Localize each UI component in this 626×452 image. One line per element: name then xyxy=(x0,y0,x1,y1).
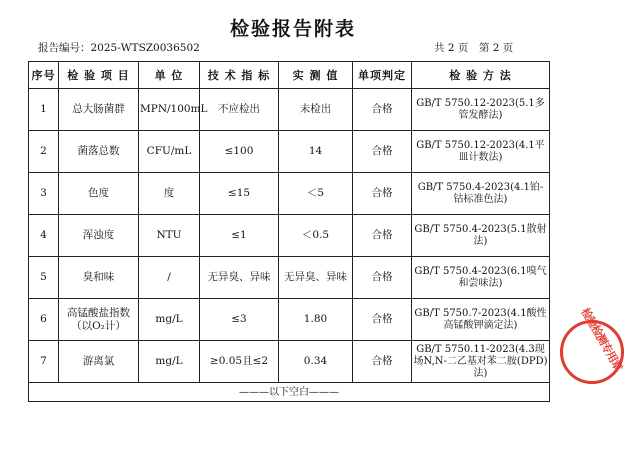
official-seal-stamp: 检验检测专用章 xyxy=(560,320,624,384)
row-no: 6 xyxy=(29,299,59,341)
row-method: GB/T 5750.12-2023(4.1平皿计数法) xyxy=(412,131,550,173)
row-verdict: 合格 xyxy=(353,299,412,341)
row-measured: ＜5 xyxy=(279,173,353,215)
row-item: 浑浊度 xyxy=(59,215,139,257)
row-item: 游离氯 xyxy=(59,341,139,383)
header-no: 序号 xyxy=(29,62,59,89)
results-table xyxy=(28,61,550,402)
table-row xyxy=(29,299,550,341)
row-item: 总大肠菌群 xyxy=(59,89,139,131)
row-method: GB/T 5750.4-2023(5.1散射法) xyxy=(412,215,550,257)
row-method: GB/T 5750.12-2023(5.1多管发酵法) xyxy=(412,89,550,131)
header-measured: 实 测 值 xyxy=(279,62,353,89)
table-row xyxy=(29,89,550,131)
row-unit: NTU xyxy=(139,215,200,257)
row-unit: 度 xyxy=(139,173,200,215)
row-spec: 无异臭、异味 xyxy=(200,257,279,299)
row-verdict: 合格 xyxy=(353,215,412,257)
header-spec: 技 术 指 标 xyxy=(200,62,279,89)
row-no: 5 xyxy=(29,257,59,299)
row-spec: ≥0.05且≤2 xyxy=(200,341,279,383)
report-number-label: 报告编号： xyxy=(38,42,91,54)
row-verdict: 合格 xyxy=(353,257,412,299)
row-method: GB/T 5750.7-2023(4.1酸性高锰酸钾滴定法) xyxy=(412,299,550,341)
blank-below-line: ———以下空白——— xyxy=(29,383,550,402)
table-row xyxy=(29,215,550,257)
table-header-row xyxy=(29,62,550,89)
page-info: 共 2 页 第 2 页 xyxy=(434,42,514,54)
header-unit: 单 位 xyxy=(139,62,200,89)
row-method: GB/T 5750.4-2023(6.1嗅气和尝味法) xyxy=(412,257,550,299)
header-method: 检 验 方 法 xyxy=(412,62,550,89)
report-number-value: 2025-WTSZ0036502 xyxy=(90,42,200,54)
row-item: 高锰酸盐指数（以O₂计） xyxy=(59,299,139,341)
table-row xyxy=(29,131,550,173)
row-unit: mg/L xyxy=(139,341,200,383)
table-row xyxy=(29,257,550,299)
row-unit: MPN/100mL xyxy=(139,89,200,131)
row-no: 1 xyxy=(29,89,59,131)
page-title: 检验报告附表 xyxy=(229,18,356,40)
row-spec: ≤100 xyxy=(200,131,279,173)
report-number xyxy=(38,40,200,55)
row-measured: 0.34 xyxy=(279,341,353,383)
row-no: 3 xyxy=(29,173,59,215)
row-method: GB/T 5750.4-2023(4.1铂-钴标准色法) xyxy=(412,173,550,215)
header-verdict: 单项判定 xyxy=(353,62,412,89)
row-verdict: 合格 xyxy=(353,89,412,131)
row-measured: 无异臭、异味 xyxy=(279,257,353,299)
row-unit: CFU/mL xyxy=(139,131,200,173)
row-verdict: 合格 xyxy=(353,173,412,215)
row-item: 菌落总数 xyxy=(59,131,139,173)
row-unit: mg/L xyxy=(139,299,200,341)
table-row xyxy=(29,341,550,383)
row-no: 7 xyxy=(29,341,59,383)
row-measured: 14 xyxy=(279,131,353,173)
row-method: GB/T 5750.11-2023(4.3现场N,N-二乙基对苯二胺(DPD)法) xyxy=(412,341,550,383)
row-no: 4 xyxy=(29,215,59,257)
row-item: 臭和味 xyxy=(59,257,139,299)
row-spec: 不应检出 xyxy=(200,89,279,131)
row-unit: / xyxy=(139,257,200,299)
row-no: 2 xyxy=(29,131,59,173)
table-row xyxy=(29,173,550,215)
table-footer-row xyxy=(29,383,550,402)
header-item: 检 验 项 目 xyxy=(59,62,139,89)
row-spec: ≤15 xyxy=(200,173,279,215)
row-measured: ＜0.5 xyxy=(279,215,353,257)
row-verdict: 合格 xyxy=(353,131,412,173)
row-verdict: 合格 xyxy=(353,341,412,383)
row-spec: ≤3 xyxy=(200,299,279,341)
row-measured: 1.80 xyxy=(279,299,353,341)
row-measured: 未检出 xyxy=(279,89,353,131)
row-item: 色度 xyxy=(59,173,139,215)
row-spec: ≤1 xyxy=(200,215,279,257)
